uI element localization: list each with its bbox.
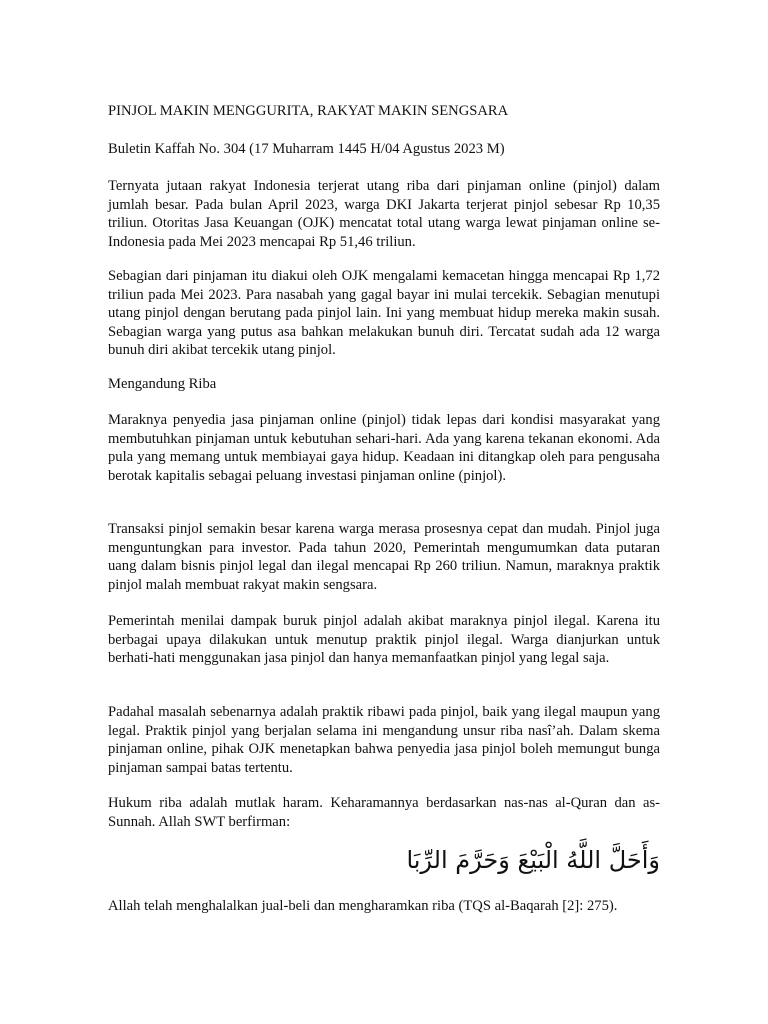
paragraph-1: Ternyata jutaan rakyat Indonesia terjerat utang riba dari pinjaman online (pinjol) dalam jumlah besar. Pada bulan April 2023, warga DKI Jakarta terjerat pinjol sebesar Rp 10,35 triliun. Otoritas Jasa Keuangan (OJK) mencatat total utang warga lewat pinjaman online se-Indonesia pada Mei 2023 mencapai Rp 51,46 triliun. (108, 178, 660, 250)
paragraph-3: Maraknya penyedia jasa pinjaman online (pinjol) tidak lepas dari kondisi masyarakat yang membutuhkan pinjaman untuk kebutuhan sehari-hari. Ada yang karena tekanan ekonomi. Ada pula yang memang untuk membiayai gaya hidup. Keadaan ini ditangkap oleh para pengusaha berotak kapitalis sebagai peluang investasi pinjaman online (pinjol). (108, 412, 660, 484)
paragraph-5: Pemerintah menilai dampak buruk pinjol adalah akibat maraknya pinjol ilegal. Karena itu berbagai upaya dilakukan untuk menutup praktik pinjol ilegal. Warga dianjurkan untuk berhati-hati menggunakan jasa pinjol dan hanya memanfaatkan pinjol yang legal saja. (108, 613, 660, 667)
verse-translation: Allah telah menghalalkan jual-beli dan mengharamkan riba (TQS al-Baqarah [2]: 275). (108, 898, 618, 914)
bulletin-info: Buletin Kaffah No. 304 (17 Muharram 1445 H/04 Agustus 2023 M) (108, 141, 505, 157)
section-heading: Mengandung Riba (108, 376, 217, 392)
paragraph-4: Transaksi pinjol semakin besar karena warga merasa prosesnya cepat dan mudah. Pinjol juga menguntungkan para investor. Pada tahun 2020, Pemerintah mengumumkan data putaran uang dalam bisnis pinjol legal dan ilegal mencapai Rp 260 triliun. Namun, maraknya praktik pinjol malah membuat rakyat makin sengsara. (108, 521, 660, 593)
paragraph-6: Padahal masalah sebenarnya adalah praktik ribawi pada pinjol, baik yang ilegal maupun yang legal. Praktik pinjol yang berjalan selama ini mengandung unsur riba nasî’ah. Dalam skema pinjaman online, pihak OJK menetapkan bahwa penyedia jasa pinjol boleh memungut bunga pinjaman sampai batas tertentu. (108, 704, 660, 776)
paragraph-2: Sebagian dari pinjaman itu diakui oleh OJK mengalami kemacetan hingga mencapai Rp 1,72 triliun pada Mei 2023. Para nasabah yang gagal bayar ini mulai tercekik. Sebagian menutupi utang pinjol dengan berutang pada pinjol lain. Ini yang membuat hidup mereka makin susah. Sebagian warga yang putus asa bahkan melakukan bunuh diri. Tercatat sudah ada 12 warga bunuh diri akibat tercekik utang pinjol. (108, 268, 660, 359)
paragraph-7: Hukum riba adalah mutlak haram. Keharamannya berdasarkan nas-nas al-Quran dan as-Sunnah. Allah SWT berfirman: (108, 795, 660, 830)
document-title: PINJOL MAKIN MENGGURITA, RAKYAT MAKIN SENGSARA (108, 103, 509, 119)
arabic-verse: وَأَحَلَّ اللَّهُ الْبَيْعَ وَحَرَّمَ الرِّبَا (406, 846, 660, 874)
